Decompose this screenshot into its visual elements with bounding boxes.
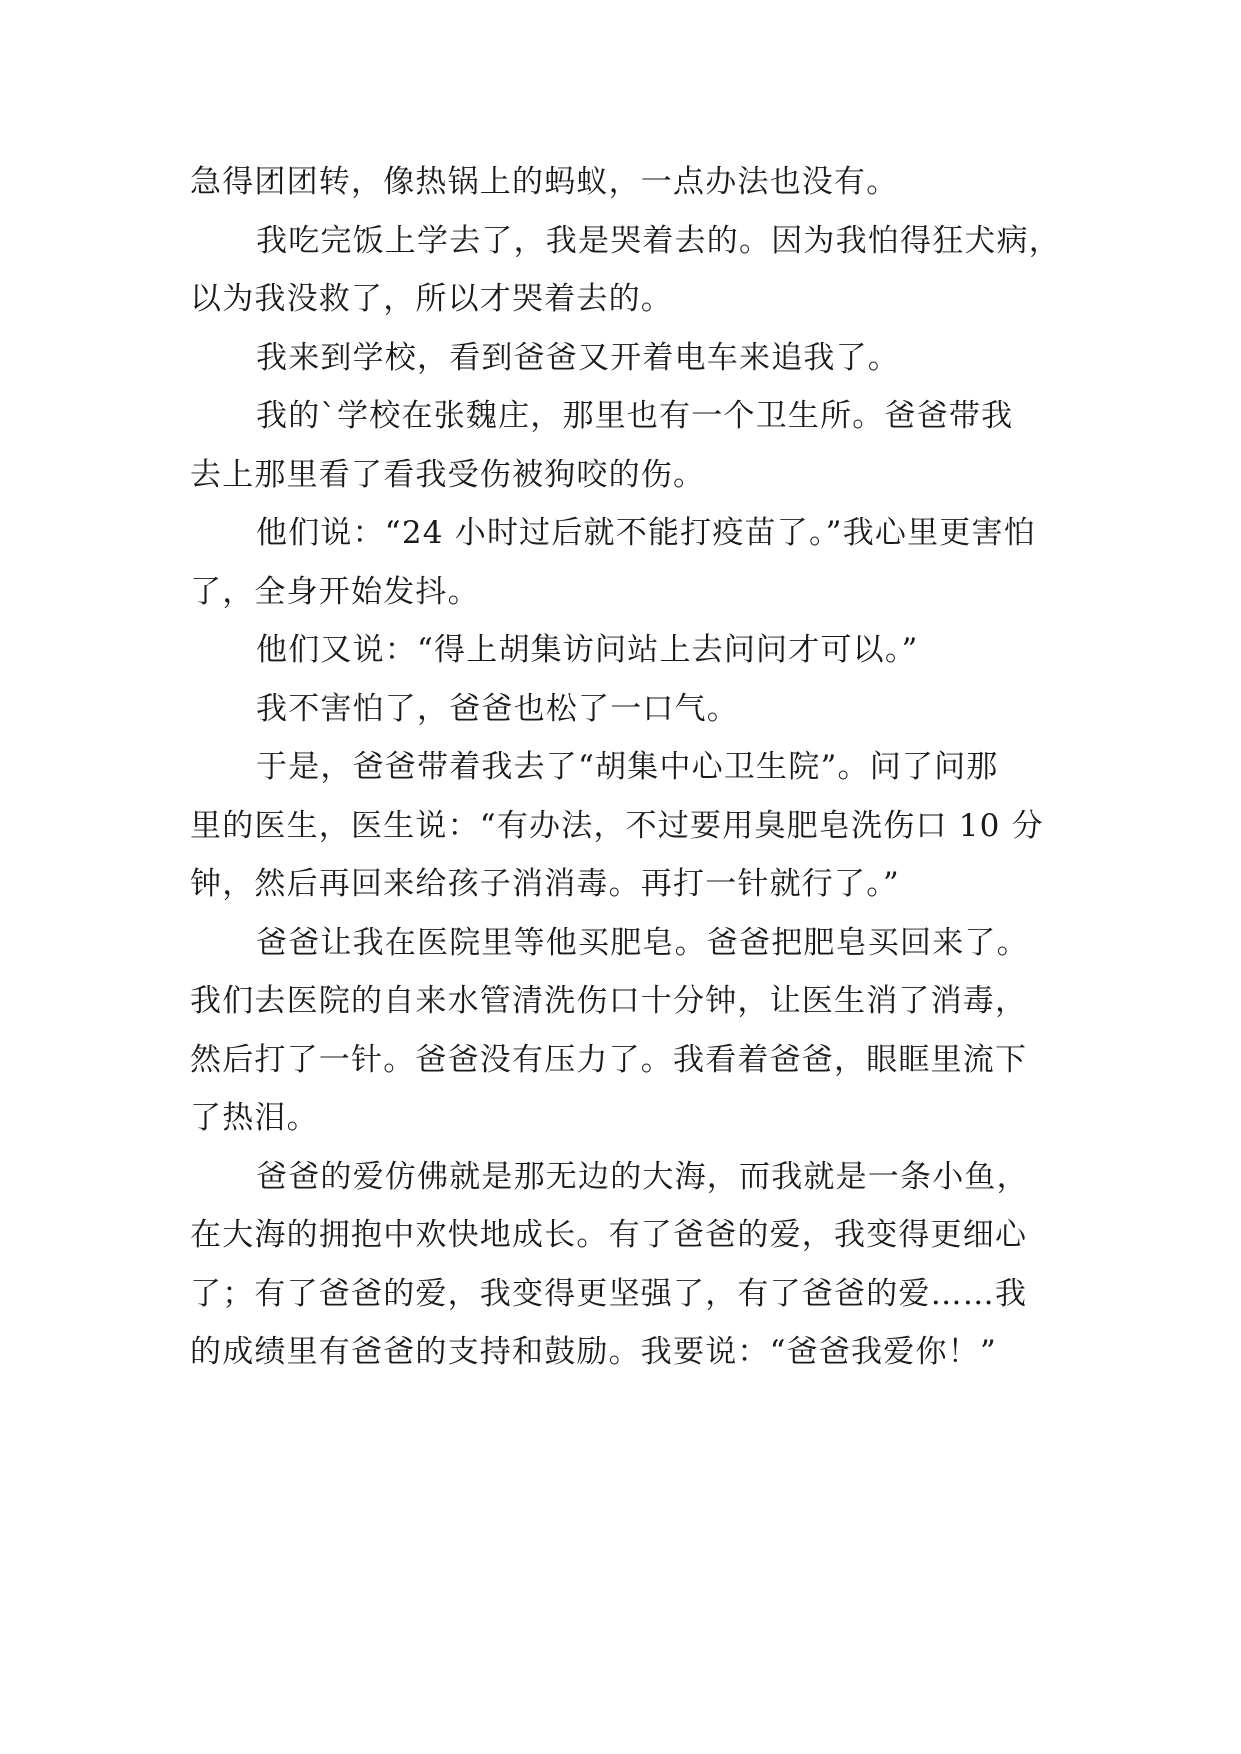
text-line: 了热泪。 xyxy=(190,1100,319,1136)
paragraph xyxy=(190,621,1090,680)
paragraph xyxy=(190,1148,1090,1382)
paragraph xyxy=(190,329,1090,388)
paragraph xyxy=(190,738,1090,914)
text-line: 以为我没救了，所以才哭着去的。 xyxy=(190,281,673,317)
text-line: 钟，然后再回来给孩子消消毒。再打一针就行了。” xyxy=(190,866,900,902)
text-line: 在大海的拥抱中欢快地成长。有了爸爸的爱，我变得更细心 xyxy=(190,1217,1028,1253)
text-line: 我们去医院的自来水管清洗伤口十分钟，让医生消了消毒， xyxy=(190,983,1028,1019)
text-line: 里的医生，医生说：“有办法，不过要用臭肥皂洗伤口 10 分 xyxy=(190,807,1044,844)
text-line: 爸爸让我在医院里等他买肥皂。爸爸把肥皂买回来了。 xyxy=(256,924,1029,961)
text-line: 去上那里看了看我受伤被狗咬的伤。 xyxy=(190,456,706,493)
paragraph xyxy=(190,914,1090,1148)
text-line: 急得团团转，像热锅上的蚂蚁，一点办法也没有。 xyxy=(190,164,899,200)
paragraph xyxy=(190,387,1090,504)
text-line: 然后打了一针。爸爸没有压力了。我看着爸爸，眼眶里流下 xyxy=(190,1041,1028,1078)
text-line: 的成绩里有爸爸的支持和鼓励。我要说：“爸爸我爱你！” xyxy=(190,1334,997,1370)
text-line: 我不害怕了，爸爸也松了一口气。 xyxy=(256,690,739,727)
paragraph xyxy=(190,153,1090,212)
text-line: 了；有了爸爸的爱，我变得更坚强了，有了爸爸的爱……我 xyxy=(190,1275,1028,1312)
paragraph xyxy=(190,504,1090,621)
paragraph xyxy=(190,212,1090,329)
text-line: 我的`学校在张魏庄，那里也有一个卫生所。爸爸带我 xyxy=(256,398,1014,434)
text-line: 他们说：“24 小时过后就不能打疫苗了。”我心里更害怕 xyxy=(256,515,1036,551)
text-line: 了，全身开始发抖。 xyxy=(190,573,480,610)
text-line: 爸爸的爱仿佛就是那无边的大海，而我就是一条小鱼， xyxy=(256,1158,1029,1195)
text-line: 于是，爸爸带着我去了“胡集中心卫生院”。问了问那 xyxy=(256,749,999,785)
text-line: 我吃完饭上学去了，我是哭着去的。因为我怕得狂犬病， xyxy=(256,222,1061,259)
body-text xyxy=(190,153,1090,1382)
paragraph xyxy=(190,680,1090,739)
text-line: 我来到学校，看到爸爸又开着电车来追我了。 xyxy=(256,339,900,376)
text-line: 他们又说：“得上胡集访问站上去问问才可以。” xyxy=(256,632,919,668)
